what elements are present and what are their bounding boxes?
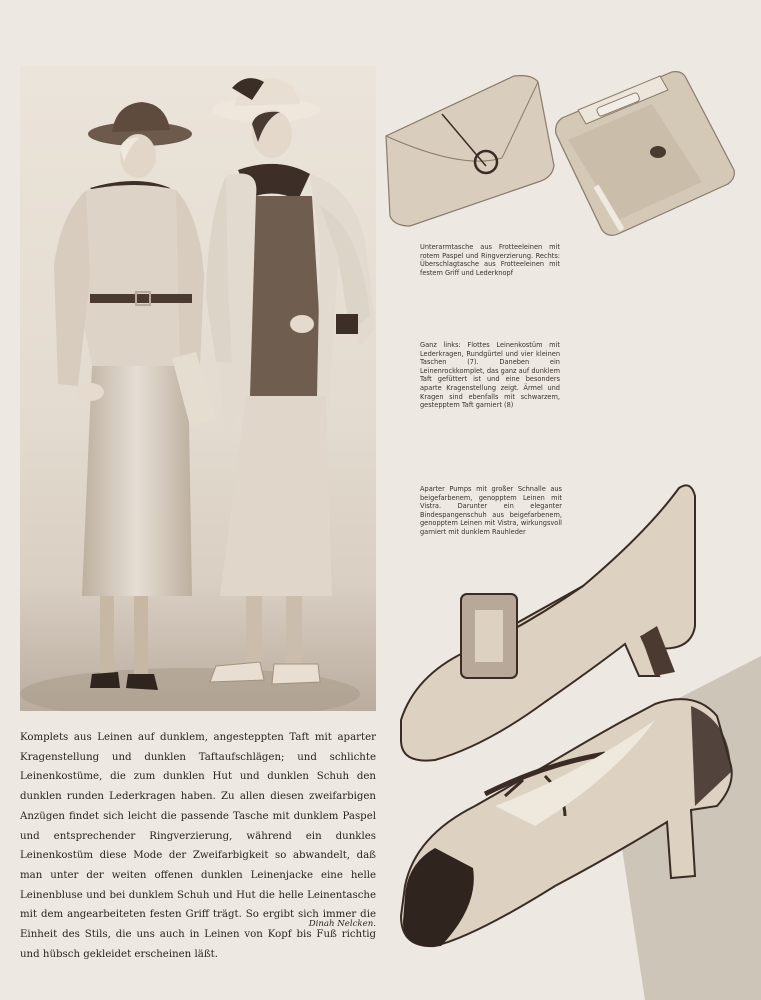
author-signature: Dinah Nelcken. — [308, 919, 376, 929]
linen-bags-illustration — [382, 70, 737, 242]
caption-suits: Ganz links: Flottes Leinenkostüm mit Lederkragen, Rundgürtel und vier kleinen Taschen (7). Daneben ein Leinenrockkomplet, das ganz auf dunklem Taft gefüttert ist und eine besonders aparte Kragenstellung zeigt. Ärmel und Kragen sind ebenfalls mit schwarzem, gestepptem Taft garniert (8) — [420, 341, 560, 410]
shoes-svg — [395, 476, 761, 1000]
fashion-photo-two-women — [20, 66, 376, 711]
bags-svg — [382, 70, 737, 242]
linen-shoes-illustration — [395, 476, 761, 1000]
caption-bags: Unterarmtasche aus Frotteeleinen mit rotem Paspel und Ringverzierung. Rechts: Überschlagtasche aus Frotteeleinen mit festem Griff und Lederknopf — [420, 243, 560, 277]
article-body: Komplets aus Leinen auf dunklem, angesteppten Taft mit aparter Kragenstellung und dunklen Taftaufschlägen; und schlichte Leinenkostüme, die zum dunklen Hut und dunklen Schuh den dunklen runden Lederkragen haben. Zu allen diesen zweifarbigen Anzügen findet sich leicht die passende Tasche mit dunklem Paspel und entsprechender Ringverzierung, während ein dunkles Leinenkostüm diese Mode der Zweifarbigkeit so abwandelt, daß man unter der weiten offenen dunklen Leinenjacke eine helle Leinenbluse und bei dunklem Schuh und Hut die helle Leinentasche mit dem angearbeiteten festen Griff trägt. So ergibt sich immer die Einheit des Stils, die uns auch in Leinen von Kopf bis Fuß richtig und hübsch gekleidet erscheinen läßt. — [20, 732, 376, 960]
caption-shoes: Aparter Pumps mit großer Schnalle aus beigefarbenem, genopptem Leinen mit Vistra. Darunter ein eleganter Bindespangenschuh aus beigefarbenem, genopptem Leinen mit Vistra, wirkungsvoll garniert mit dunklem Rauhleder — [420, 485, 562, 536]
fashion-photo-illustration — [20, 66, 376, 711]
